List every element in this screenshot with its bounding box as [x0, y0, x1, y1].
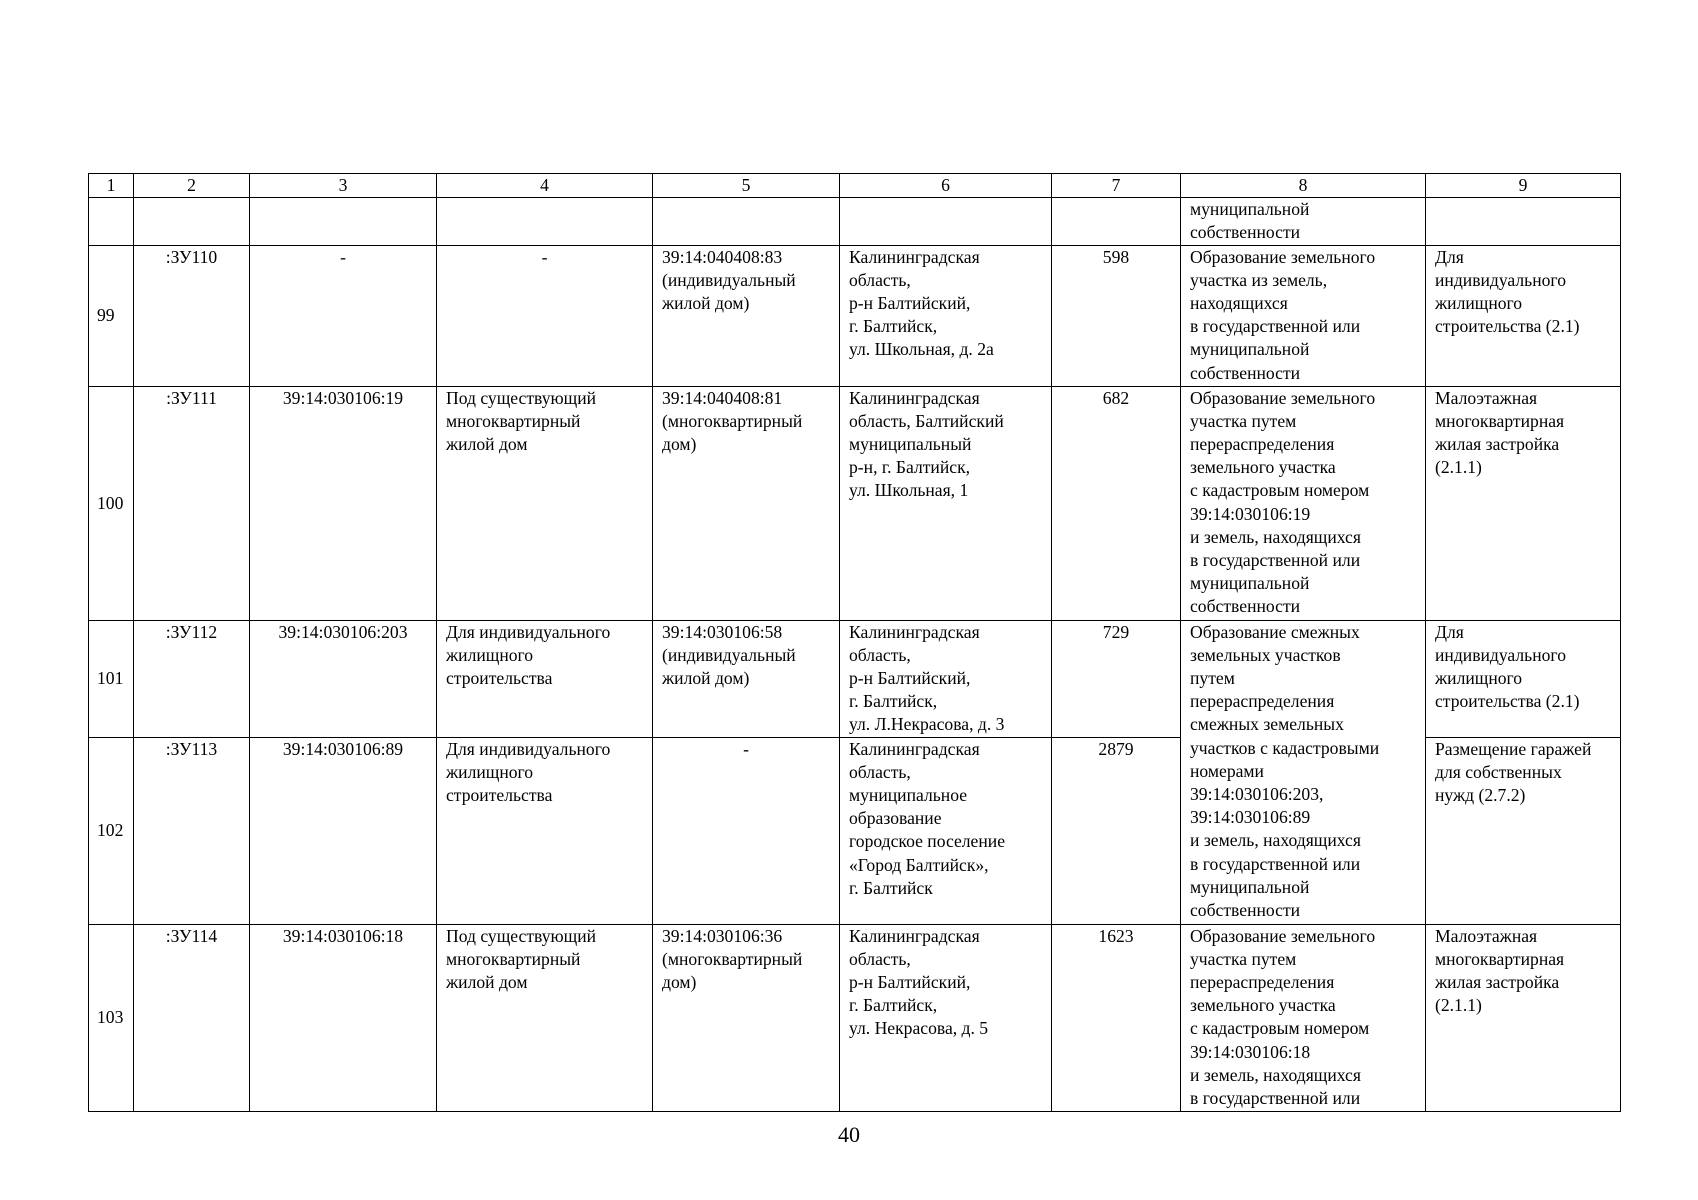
row-number: 103	[89, 924, 134, 1111]
header-cell: 2	[134, 174, 250, 198]
permitted-use: Для индивидуального жилищного строительства (2.1)	[1426, 245, 1621, 386]
table-cell	[653, 198, 840, 245]
header-row	[89, 174, 1621, 198]
row-number: 100	[89, 386, 134, 620]
table-row	[89, 245, 1621, 386]
page-number: 40	[838, 1122, 860, 1147]
zu-code: :ЗУ113	[134, 737, 250, 924]
header-cell: 1	[89, 174, 134, 198]
building: 39:14:030106:36 (многоквартирный дом)	[653, 924, 840, 1111]
method-cell: Образование земельного участка путем перераспределения земельного участка с кадастровым номером 39:14:030106:19 и земель, находящихся в государственной или муниципальной собственности	[1181, 386, 1426, 620]
table-cell	[1426, 198, 1621, 245]
table-cell	[250, 198, 437, 245]
method-cell: Образование земельного участка путем перераспределения земельного участка с кадастровым номером 39:14:030106:18 и земель, находящихся в государственной или	[1181, 924, 1426, 1111]
row-number: 101	[89, 620, 134, 737]
building: 39:14:030106:58 (индивидуальный жилой дом)	[653, 620, 840, 737]
source-use: -	[437, 245, 653, 386]
table-cell	[89, 198, 134, 245]
permitted-use: Малоэтажная многоквартирная жилая застройка (2.1.1)	[1426, 386, 1621, 620]
source-use: Для индивидуального жилищного строительства	[437, 620, 653, 737]
row-number: 102	[89, 737, 134, 924]
zu-code: :ЗУ111	[134, 386, 250, 620]
zu-code: :ЗУ112	[134, 620, 250, 737]
zu-code: :ЗУ114	[134, 924, 250, 1111]
header-cell: 5	[653, 174, 840, 198]
source-use: Для индивидуального жилищного строительства	[437, 737, 653, 924]
permitted-use: Для индивидуального жилищного строительства (2.1)	[1426, 620, 1621, 737]
method-cell: Образование земельного участка из земель, находящихся в государственной или муниципальной собственности	[1181, 245, 1426, 386]
area: 2879	[1052, 737, 1181, 924]
source-use: Под существующий многоквартирный жилой дом	[437, 386, 653, 620]
continuation-row	[89, 198, 1621, 245]
building: 39:14:040408:81 (многоквартирный дом)	[653, 386, 840, 620]
area: 729	[1052, 620, 1181, 737]
header-cell: 9	[1426, 174, 1621, 198]
address: Калининградская область, муниципальное образование городское поселение «Город Балтийск», г. Балтийск	[840, 737, 1052, 924]
zu-code: :ЗУ110	[134, 245, 250, 386]
area: 598	[1052, 245, 1181, 386]
source-cadastral: 39:14:030106:19	[250, 386, 437, 620]
method-cell: муниципальной собственности	[1181, 198, 1426, 245]
building: 39:14:040408:83 (индивидуальный жилой дом)	[653, 245, 840, 386]
land-plots-table	[88, 173, 1621, 1112]
table-row	[89, 620, 1621, 737]
address: Калининградская область, р-н Балтийский, г. Балтийск, ул. Л.Некрасова, д. 3	[840, 620, 1052, 737]
table-cell	[840, 198, 1052, 245]
address: Калининградская область, Балтийский муниципальный р-н, г. Балтийск, ул. Школьная, 1	[840, 386, 1052, 620]
source-cadastral: 39:14:030106:18	[250, 924, 437, 1111]
table-cell	[437, 198, 653, 245]
source-cadastral: 39:14:030106:203	[250, 620, 437, 737]
header-cell: 3	[250, 174, 437, 198]
table-cell	[134, 198, 250, 245]
table-row	[89, 924, 1621, 1111]
address: Калининградская область, р-н Балтийский, г. Балтийск, ул. Школьная, д. 2а	[840, 245, 1052, 386]
header-cell: 7	[1052, 174, 1181, 198]
method-cell: Образование смежных земельных участков путем перераспределения смежных земельных участков с кадастровыми номерами 39:14:030106:203, 39:14:030106:89 и земель, находящихся в государственной или муниципальной собственности	[1181, 620, 1426, 924]
permitted-use: Размещение гаражей для собственных нужд (2.7.2)	[1426, 737, 1621, 924]
row-number: 99	[89, 245, 134, 386]
header-cell: 6	[840, 174, 1052, 198]
source-use: Под существующий многоквартирный жилой дом	[437, 924, 653, 1111]
area: 682	[1052, 386, 1181, 620]
source-cadastral: -	[250, 245, 437, 386]
table-row	[89, 386, 1621, 620]
header-cell: 4	[437, 174, 653, 198]
source-cadastral: 39:14:030106:89	[250, 737, 437, 924]
permitted-use: Малоэтажная многоквартирная жилая застройка (2.1.1)	[1426, 924, 1621, 1111]
building: -	[653, 737, 840, 924]
address: Калининградская область, р-н Балтийский, г. Балтийск, ул. Некрасова, д. 5	[840, 924, 1052, 1111]
area: 1623	[1052, 924, 1181, 1111]
table-cell	[1052, 198, 1181, 245]
header-cell: 8	[1181, 174, 1426, 198]
